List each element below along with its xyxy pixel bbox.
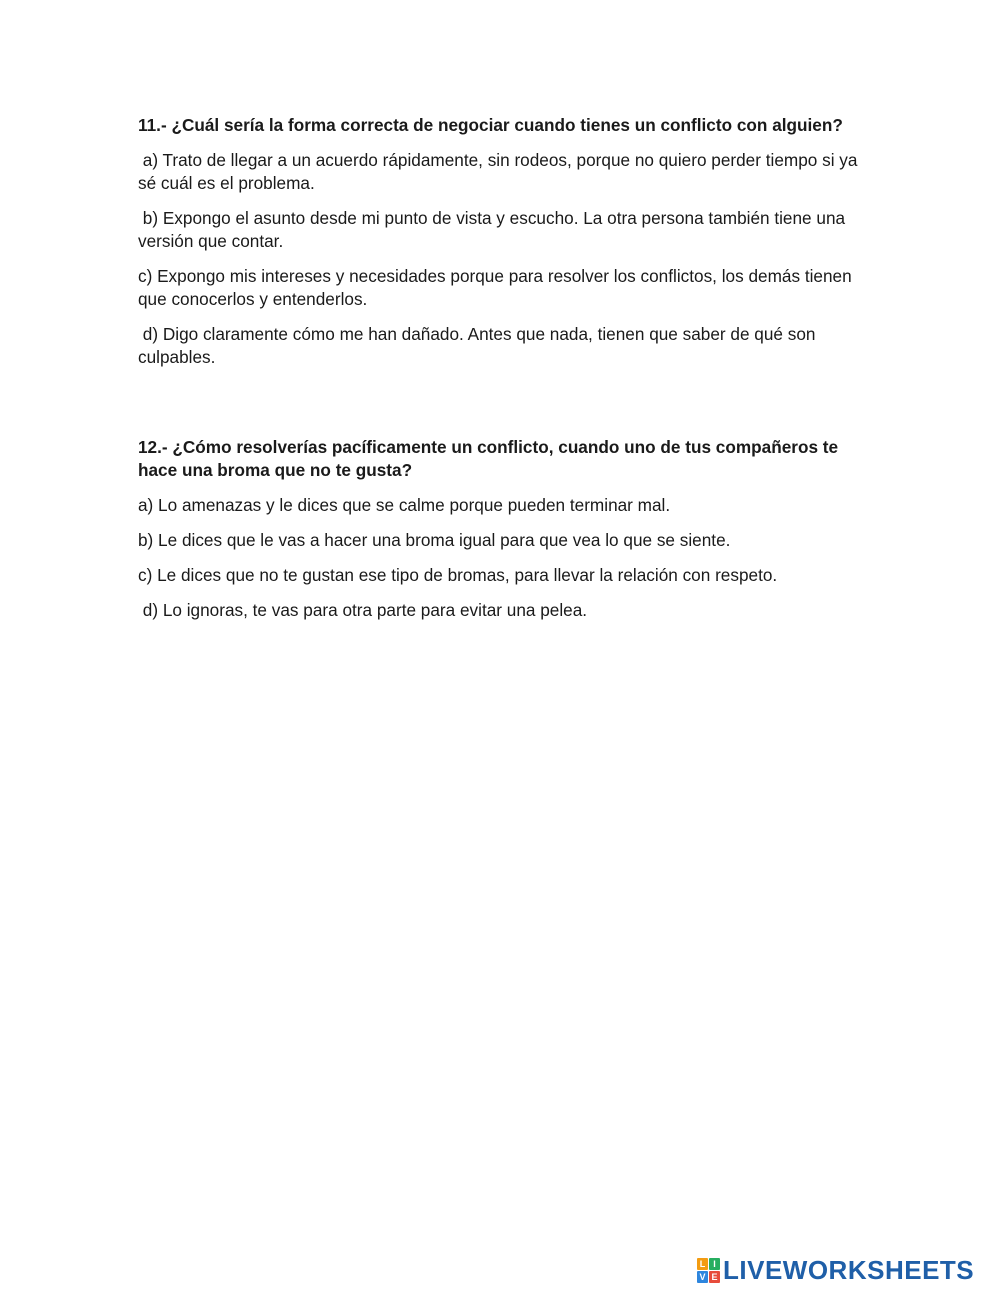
logo-mark-letter: V — [697, 1271, 708, 1283]
question-11 — [138, 114, 863, 381]
question-11-option-b: b) Expongo el asunto desde mi punto de vista y escucho. La otra persona también tiene una versión que contar. — [138, 208, 850, 251]
logo-mark-letter: E — [709, 1271, 720, 1283]
logo-mark-letter: I — [709, 1258, 720, 1270]
question-12-text: 12.- ¿Cómo resolverías pacíficamente un conflicto, cuando uno de tus compañeros te hace una broma que no te gusta? — [138, 437, 839, 480]
question-12-option-a: a) Lo amenazas y le dices que se calme porque pueden terminar mal. — [138, 495, 671, 515]
question-12-option-d: d) Lo ignoras, te vas para otra parte para evitar una pelea. — [138, 600, 588, 620]
liveworksheets-logo — [697, 1255, 974, 1285]
question-12-option-b: b) Le dices que le vas a hacer una broma igual para que vea lo que se siente. — [138, 530, 731, 550]
question-11-option-a: a) Trato de llegar a un acuerdo rápidamente, sin rodeos, porque no quiero perder tiempo si ya sé cuál es el problema. — [138, 150, 863, 193]
logo-mark-letter: L — [697, 1258, 708, 1270]
question-11-option-c: c) Expongo mis intereses y necesidades porque para resolver los conflictos, los demás tienen que conocerlos y entenderlos. — [138, 266, 857, 309]
question-11-text: 11.- ¿Cuál sería la forma correcta de negociar cuando tienes un conflicto con alguien? — [138, 115, 843, 135]
question-11-option-d: d) Digo claramente cómo me han dañado. Antes que nada, tienen que saber de qué son culpables. — [138, 324, 821, 367]
liveworksheets-logo-text: LIVEWORKSHEETS — [723, 1255, 975, 1285]
liveworksheets-logo-icon — [697, 1258, 720, 1283]
question-12 — [138, 436, 858, 634]
question-12-option-c: c) Le dices que no te gustan ese tipo de bromas, para llevar la relación con respeto. — [138, 565, 778, 585]
